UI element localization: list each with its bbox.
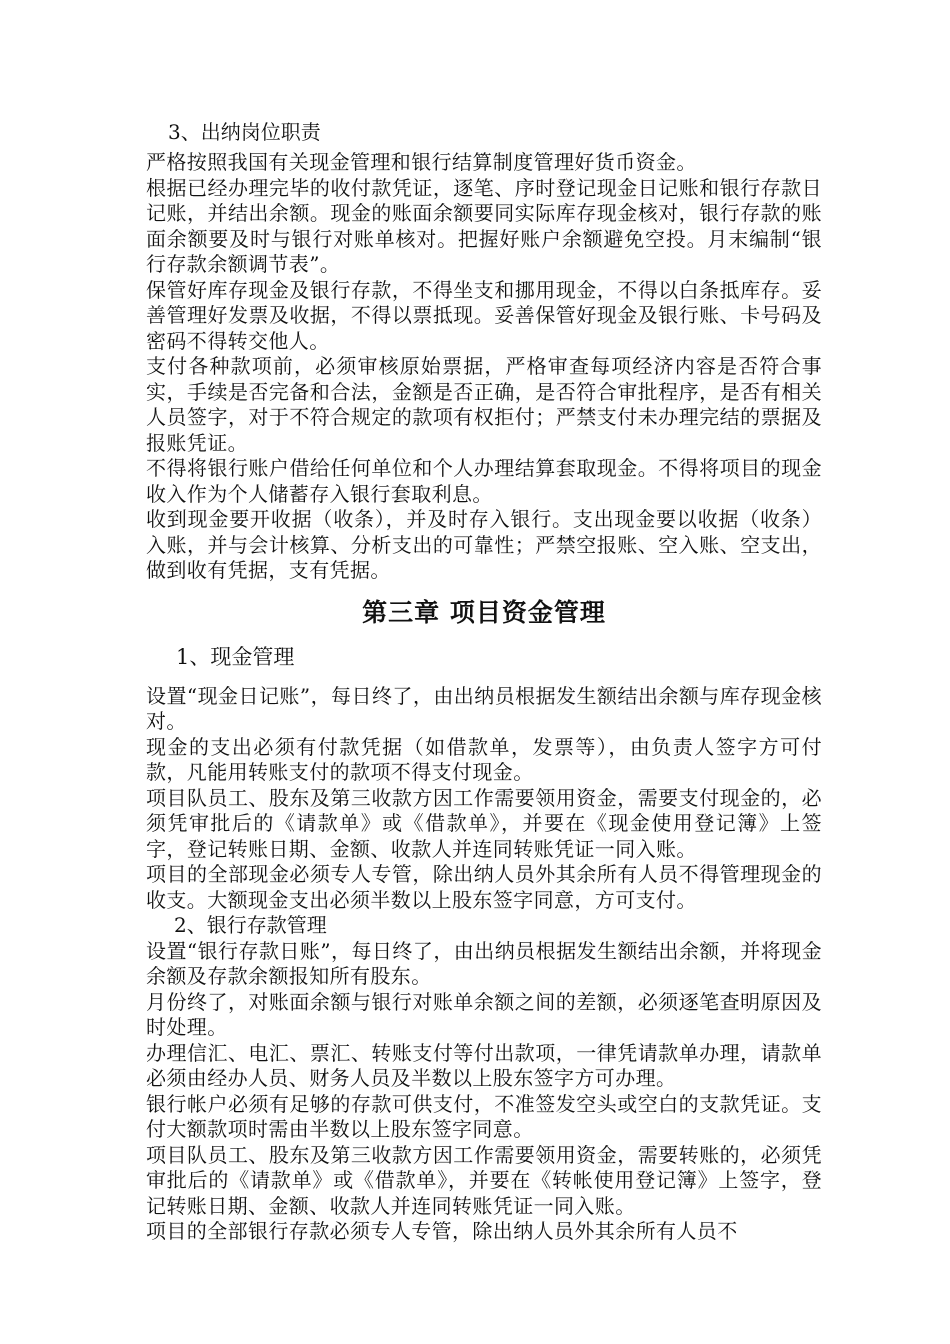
paragraph: 月份终了，对账面余额与银行对账单余额之间的差额，必须逐笔查明原因及时处理。: [146, 989, 822, 1039]
subsection-heading-bank: 2、银行存款管理: [174, 913, 327, 937]
paragraph: 项目的全部现金必须专人专管，除出纳人员外其余所有人员不得管理现金的收支。大额现金支出必须半数以上股东签字同意，方可支付。: [146, 862, 822, 912]
section-heading-cashier-duties: 3、出纳岗位职责: [168, 120, 321, 144]
paragraph: 根据已经办理完毕的收付款凭证，逐笔、序时登记现金日记账和银行存款日记账，并结出余额。现金的账面余额要同实际库存现金核对，银行存款的账面余额要及时与银行对账单核对。把握好账户余额避免空投。月末编制“银行存款余额调节表”。: [146, 175, 822, 276]
document-page: [146, 118, 822, 1245]
paragraph: 项目队员工、股东及第三收款方因工作需要领用资金，需要转账的，必须凭审批后的《请款单》或《借款单》，并要在《转帐使用登记簿》上签字，登记转账日期、金额、收款人并连同转账凭证一同入账。: [146, 1142, 822, 1218]
paragraph: 设置“现金日记账”，每日终了，由出纳员根据发生额结出余额与库存现金核对。: [146, 683, 822, 733]
paragraph: 项目的全部银行存款必须专人专管，除出纳人员外其余所有人员不: [146, 1219, 738, 1243]
paragraph: 支付各种款项前，必须审核原始票据，严格审查每项经济内容是否符合事实，手续是否完备和合法，金额是否正确，是否符合审批程序，是否有相关人员签字，对于不符合规定的款项有权拒付；严禁支付未办理完结的票据及报账凭证。: [146, 354, 822, 455]
paragraph: 银行帐户必须有足够的存款可供支付，不准签发空头或空白的支款凭证。支付大额款项时需由半数以上股东签字同意。: [146, 1091, 822, 1141]
paragraph: 项目队员工、股东及第三收款方因工作需要领用资金，需要支付现金的，必须凭审批后的《请款单》或《借款单》，并要在《现金使用登记簿》上签字，登记转账日期、金额、收款人并连同转账凭证一同入账。: [146, 785, 822, 861]
subsection-heading-cash: 1、现金管理: [176, 644, 295, 669]
paragraph: 不得将银行账户借给任何单位和个人办理结算套取现金。不得将项目的现金收入作为个人储蓄存入银行套取利息。: [146, 456, 822, 506]
paragraph: 保管好库存现金及银行存款，不得坐支和挪用现金，不得以白条抵库存。妥善管理好发票及收据，不得以票抵现。妥善保管好现金及银行账、卡号码及密码不得转交他人。: [146, 277, 822, 353]
chapter-title: 第三章 项目资金管理: [362, 597, 606, 627]
paragraph: 办理信汇、电汇、票汇、转账支付等付出款项，一律凭请款单办理，请款单必须由经办人员、财务人员及半数以上股东签字方可办理。: [146, 1040, 822, 1090]
paragraph: 设置“银行存款日账”，每日终了，由出纳员根据发生额结出余额，并将现金余额及存款余额报知所有股东。: [146, 938, 822, 988]
paragraph: 现金的支出必须有付款凭据（如借款单，发票等），由负责人签字方可付款，凡能用转账支付的款项不得支付现金。: [146, 734, 822, 784]
paragraph: 严格按照我国有关现金管理和银行结算制度管理好货币资金。: [146, 150, 697, 174]
paragraph: 收到现金要开收据（收条），并及时存入银行。支出现金要以收据（收条）入账，并与会计核算、分析支出的可靠性；严禁空报账、空入账、空支出，做到收有凭据，支有凭据。: [146, 507, 822, 582]
